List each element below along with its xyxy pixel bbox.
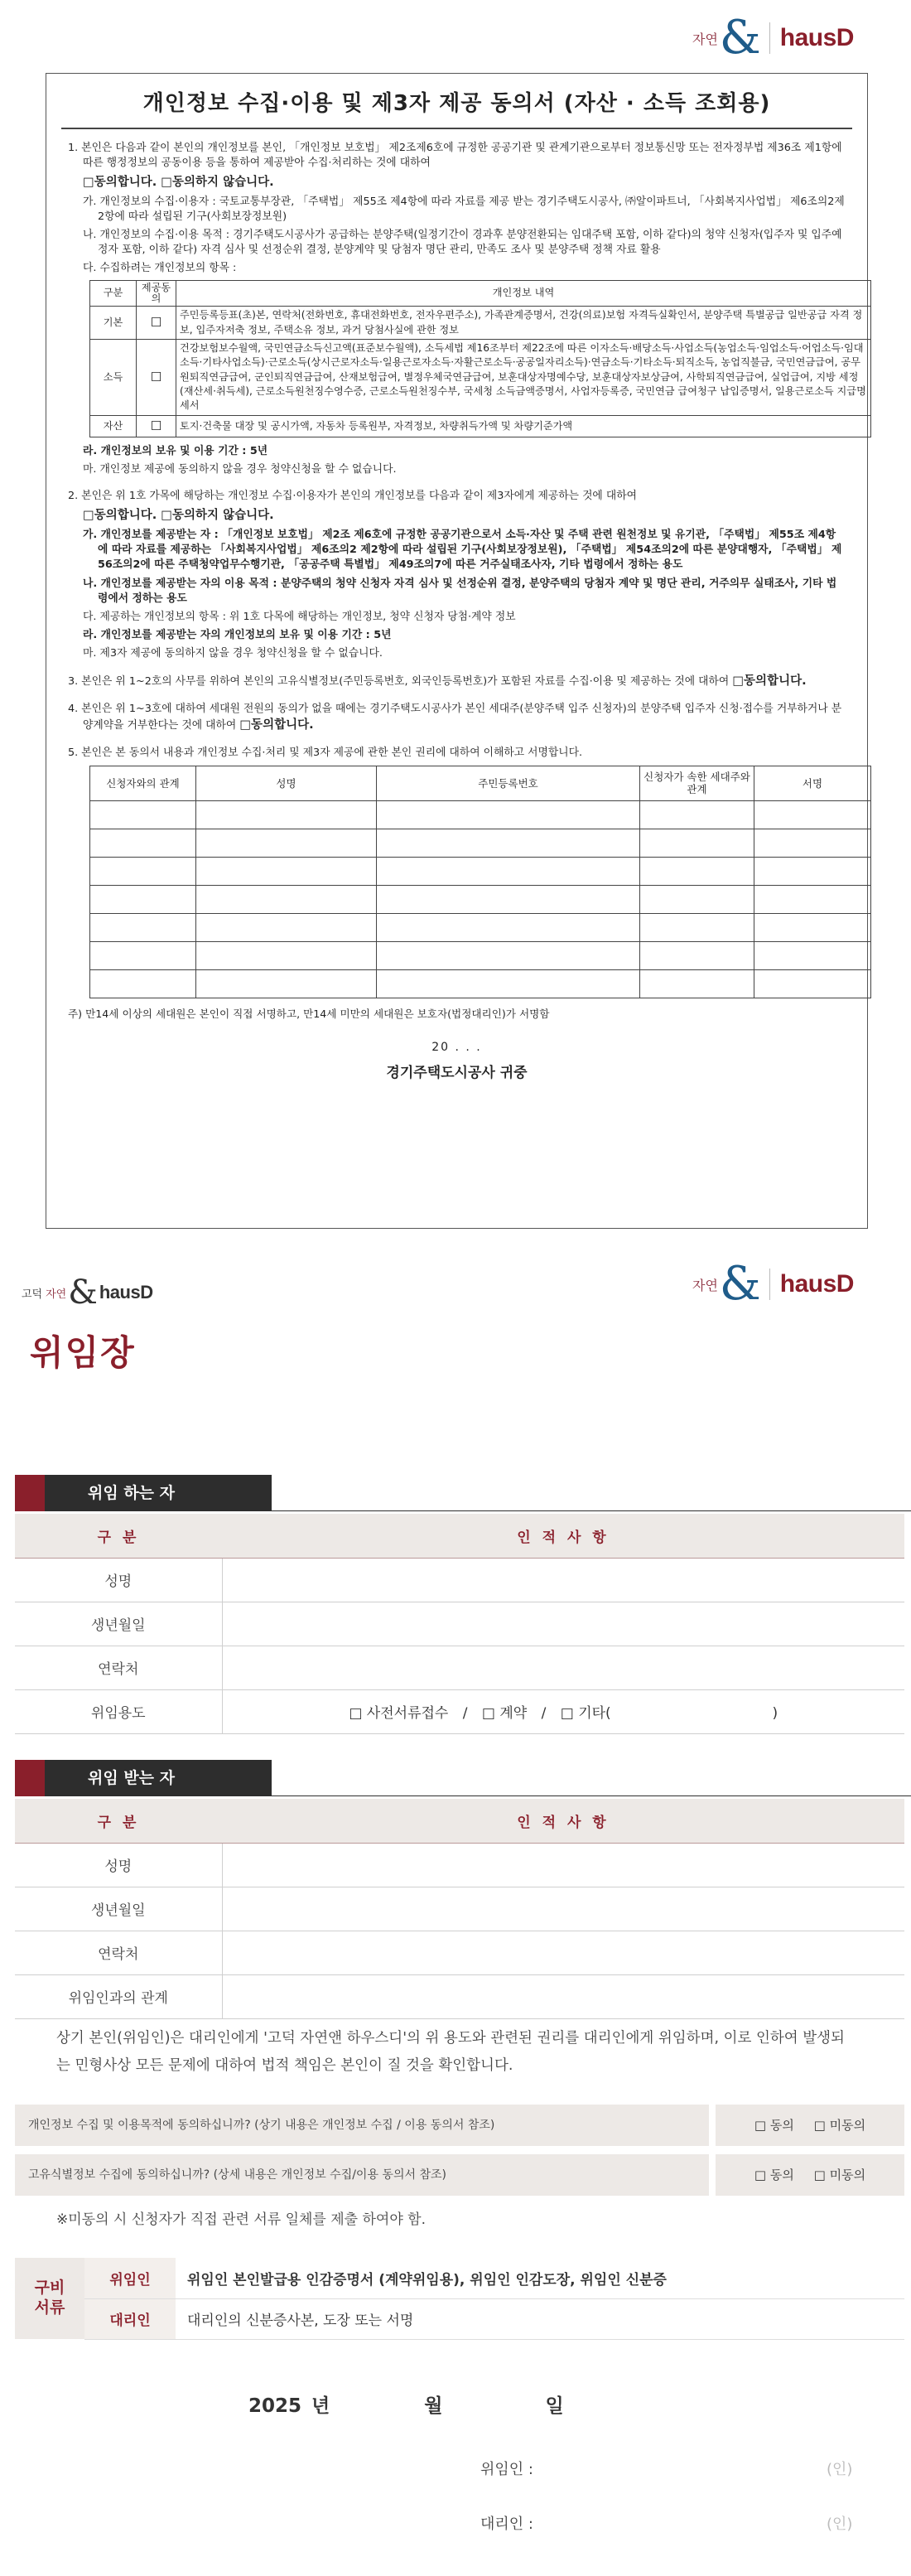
table-row — [15, 1887, 904, 1931]
sign-head-id: 주민등록번호 — [377, 766, 640, 800]
consent-document — [46, 73, 868, 1229]
disagree-note: ※미동의 시 신청자가 직접 관련 서류 일체를 제출 하여야 함. — [56, 2211, 426, 2228]
table-row[interactable] — [90, 800, 871, 829]
logo-jayeon: 자연 — [692, 1277, 718, 1293]
brand-logo-right — [692, 1257, 854, 1311]
receiver-table — [15, 1799, 904, 2019]
consent-1-da: 다. 수집하려는 개인정보의 항목 : — [83, 262, 237, 275]
docs-role-agent: 대리인 — [84, 2298, 176, 2339]
date-year: 2025 년 — [248, 2395, 330, 2417]
docs-text-agent: 대리인의 신분증사본, 도장 또는 서명 — [176, 2298, 904, 2339]
power-of-attorney — [0, 1257, 911, 2576]
giver-contact-field[interactable] — [222, 1646, 904, 1689]
signature-table — [89, 766, 871, 998]
docs-text-giver: 위임인 본인발급용 인감증명서 (계약위임용), 위임인 인감도장, 위임인 신분증 — [176, 2258, 904, 2298]
table-row — [15, 1602, 904, 1646]
table-row — [15, 1931, 904, 1974]
table-row — [15, 2258, 904, 2298]
purpose-option-contract[interactable]: □ 계약 — [481, 1705, 528, 1722]
row-detail: 토지·건축물 대장 및 공시가액, 자동차 등록원부, 자격정보, 차량취득가액 및 차량기준가액 — [176, 415, 871, 437]
items-head-kind: 구분 — [90, 280, 137, 307]
seal-mark: (인) — [827, 2516, 853, 2533]
logo-ampersand: & — [68, 1274, 98, 1312]
giver-name-label: 성명 — [15, 1558, 222, 1602]
logo-jayeon: 자연 — [692, 31, 718, 47]
godeok-logo — [22, 1274, 153, 1312]
consent-choice-1[interactable]: □동의합니다. □동의하지 않습니다. — [83, 176, 274, 190]
receiver-col-kind: 구 분 — [15, 1799, 222, 1843]
table-row — [15, 1843, 904, 1887]
table-row — [15, 1974, 904, 2018]
required-documents — [15, 2258, 904, 2340]
sign-head-signature: 서명 — [754, 766, 871, 800]
docs-label: 구비 서류 — [15, 2258, 84, 2339]
signature-note: 주) 만14세 이상의 세대원은 본인이 직접 서명하고, 만14세 미만의 세대원은 보호자(법정대리인)가 서명함 — [68, 1007, 550, 1020]
table-row — [90, 307, 871, 340]
consent-2-ga: 가. 개인정보를 제공받는 자 : 「개인정보 보호법」 제2조 제6호에 규정한 공공기관으로서 소득·자산 및 주택 관련 원천정보 및 유기관, 「주택법」 제55조 제4항에 따라 자료를 제공하는 「사회복지사업법」 제6조의2 제2항에 따라 설립된 기구(사회보장정보원), 「주택법」 제54조의2에 따른 분양대행자, 「주택법」 제56조의2에 따른 주택청약업무수행기관, 「공공주택 특별법」 제49조의7에 따른 거주실태조사자, 기타 법령에서 정하는 용도 — [83, 529, 842, 572]
question-text: 고유식별정보 수집에 동의하십니까? (상세 내용은 개인정보 수집/이용 동의서 참조) — [15, 2154, 709, 2196]
consent-1-ra: 라. 개인정보의 보유 및 이용 기간 : 5년 — [83, 445, 268, 458]
table-row[interactable] — [90, 885, 871, 913]
consent-1-ma: 마. 개인정보 제공에 동의하지 않을 경우 청약신청을 할 수 없습니다. — [83, 463, 397, 476]
consent-2-ma: 마. 제3자 제공에 동의하지 않을 경우 청약신청을 할 수 없습니다. — [83, 647, 383, 660]
giver-purpose-options — [222, 1689, 904, 1733]
logo-divider — [769, 22, 770, 54]
sign-head-name: 성명 — [196, 766, 377, 800]
row-detail: 주민등록등표(초)본, 연락처(전화번호, 휴대전화번호, 전자우편주소), 가족관계증명서, 건강(의료)보험 자격득실확인서, 분양주택 특별공급 일반공급 자격 정보, 입주자저축 정보, 주택소유 정보, 과거 당첨사실에 관한 정보 — [176, 307, 871, 340]
receiver-contact-field[interactable] — [222, 1931, 904, 1974]
table-row[interactable] — [90, 913, 871, 941]
consent-para-4 — [68, 702, 846, 734]
table-row — [90, 415, 871, 437]
seal-mark: (인) — [827, 2461, 853, 2478]
receiver-name-field[interactable] — [222, 1843, 904, 1887]
row-label: 소득 — [90, 340, 137, 416]
giver-col-kind: 구 분 — [15, 1514, 222, 1558]
consent-1-ga: 가. 개인정보의 수집·이용자 : 국토교통부장관, 「주택법」 제55조 제4항에 따라 자료를 제공 받는 경기주택도시공사, ㈜알이파트너, 「사회복지사업법」 제6조의2제2항에 따라 설립된 기구(사회보장정보원) — [83, 195, 845, 223]
table-row — [90, 340, 871, 416]
table-row — [15, 1558, 904, 1602]
giver-signature[interactable] — [480, 2458, 853, 2479]
giver-sign-label: 위임인 : — [480, 2461, 533, 2478]
giver-contact-label: 연락처 — [15, 1646, 222, 1689]
agree-checkbox[interactable]: □ 동의 — [754, 2168, 794, 2182]
logo-hausd: hausD — [99, 1282, 153, 1302]
consent-para-4-text: 4. 본인은 위 1~3호에 대하여 세대원 전원의 동의가 없을 때에는 경기주택도시공사가 본인 세대주(분양주택 입주 신청자)의 분양주택 입주자 신청·접수를 거부하거나 분양계약을 거부한다는 것에 대하여 — [68, 702, 842, 732]
giver-name-field[interactable] — [222, 1558, 904, 1602]
receiver-birth-field[interactable] — [222, 1887, 904, 1931]
consent-2-na: 나. 개인정보를 제공받는 자의 이용 목적 : 분양주택의 청약 신청자 자격 심사 및 선정순위 결정, 분양주택의 당첨자 계약 및 명단 관리, 거주의무 실태조사, 기타 법령에서 정하는 용도 — [83, 577, 837, 605]
top-logo — [692, 11, 854, 65]
date-day: 일 — [545, 2395, 564, 2417]
logo-ampersand: & — [719, 11, 761, 65]
giver-band: 위임 하는 자 — [15, 1475, 272, 1511]
items-head-detail: 개인정보 내역 — [176, 280, 871, 307]
table-row — [15, 1689, 904, 1733]
row-checkbox[interactable]: ☐ — [137, 415, 176, 437]
logo-divider — [769, 1269, 770, 1300]
consent-date[interactable]: 20 . . . — [431, 1040, 482, 1054]
table-row[interactable] — [90, 969, 871, 998]
receiver-birth-label: 생년월일 — [15, 1887, 222, 1931]
logo-hausd: hausD — [779, 1270, 854, 1298]
consent-question-personal — [15, 2105, 904, 2146]
row-detail: 건강보험보수월액, 국민연금소득신고액(표준보수월액), 소득세법 제16조부터 제22조에 따른 이자소득·배당소득·사업소득(농업소득·임업소득·어업소득·임대소득·기타사업소득)·근로소득(상시근로자소득·일용근로자소득·자활근로소득·공공일자리소득)·연금소득·기타소득·퇴직소득, 농업직불금, 국민연금급여, 공무원퇴직연금급여, 군인퇴직연금급여, 산재보험급여, 별정우체국연금급여, 보훈대상자명예수당, 보훈대상자보상금여, 사학퇴직연금급여, 실업급여, 지방 세정(재산세·취득세), 근로소득원천징수영수증, 근로소득원천징수부, 국세청 소득금액증명서, 사업자등록증, 국민연금 급여청구 납입증명서, 일용근로소득 지급명세서 — [176, 340, 871, 416]
purpose-separator: / — [541, 1705, 547, 1722]
logo-hausd: hausD — [779, 24, 854, 51]
giver-purpose-label: 위임용도 — [15, 1689, 222, 1733]
receiver-relation-field[interactable] — [222, 1974, 904, 2018]
delegation-statement: 상기 본인(위임인)은 대리인에게 '고덕 자연앤 하우스디'의 위 용도와 관련된 권리를 대리인에게 위임하며, 이로 인하여 발생되는 민형사상 모든 문제에 대하여 법적 책임은 본인이 질 것을 확인합니다. — [56, 2030, 845, 2075]
page-title: 위임장 — [30, 1332, 136, 1373]
answer-options — [716, 2154, 904, 2196]
items-head-consent: 제공동의 — [137, 280, 176, 307]
consent-choice-4[interactable]: □동의합니다. — [239, 718, 314, 732]
giver-col-info: 인 적 사 항 — [222, 1514, 904, 1558]
logo-ampersand: & — [719, 1257, 761, 1311]
consent-question-unique-id — [15, 2154, 904, 2196]
giver-birth-field[interactable] — [222, 1602, 904, 1646]
consent-para-5: 5. 본인은 본 동의서 내용과 개인정보 수집·처리 및 제3자 제공에 관한 본인 권리에 대하여 이해하고 서명합니다. — [68, 746, 583, 759]
logo-godeok: 고덕 — [22, 1288, 43, 1301]
purpose-option-other[interactable]: □ 기타( — [560, 1705, 611, 1722]
docs-role-giver: 위임인 — [84, 2258, 176, 2298]
receiver-name-label: 성명 — [15, 1843, 222, 1887]
agent-sign-label: 대리인 : — [480, 2516, 533, 2533]
consent-1-na: 나. 개인정보의 수집·이용 목적 : 경기주택도시공사가 공급하는 분양주택(일정기간이 경과후 분양전환되는 임대주택 포함, 이하 같다)의 청약 신청자(입주자 및 입주예정자 포함, 이하 같다) 자격 심사 및 선정순위 결정, 분양계약 및 당첨자 명단 관리, 만족도 조사 및 분양주택 정책 자료 활용 — [83, 229, 842, 257]
receiver-col-info: 인 적 사 항 — [222, 1799, 904, 1843]
giver-birth-label: 생년월일 — [15, 1602, 222, 1646]
receiver-band: 위임 받는 자 — [15, 1760, 272, 1796]
logo-jayeon: 자연 — [46, 1288, 67, 1301]
answer-options — [716, 2105, 904, 2146]
row-checkbox[interactable]: ☐ — [137, 307, 176, 340]
consent-para-3-text: 3. 본인은 위 1~2호의 사무를 위하여 본인의 고유식별정보(주민등록번호, 외국인등록번호)가 포함된 자료를 수집·이용 및 제공하는 것에 대하여 — [68, 675, 730, 689]
row-checkbox[interactable]: ☐ — [137, 340, 176, 416]
consent-2-ra: 라. 개인정보를 제공받는 자의 개인정보의 보유 및 이용 기간 : 5년 — [83, 629, 392, 641]
consent-choice-2[interactable]: □동의합니다. □동의하지 않습니다. — [83, 509, 274, 523]
row-label: 자산 — [90, 415, 137, 437]
date-month: 월 — [424, 2395, 443, 2417]
agree-checkbox[interactable]: □ 동의 — [754, 2118, 794, 2133]
row-label: 기본 — [90, 307, 137, 340]
disagree-checkbox[interactable]: □ 미동의 — [813, 2168, 866, 2182]
consent-2-da: 다. 제공하는 개인정보의 항목 : 위 1호 다목에 해당하는 개인정보, 청약 신청자 당첨·계약 정보 — [83, 610, 516, 623]
consent-para-1: 1. 본인은 다음과 같이 본인의 개인정보를 본인, 「개인정보 보호법」 제2조제6호에 규정한 공공기관 및 관계기관으로부터 정보통신망 또는 전자정부법 제36조 제1항에 따른 행정정보의 공동이용 등을 통하여 제공받아 수집·처리하는 것에 대하여 — [68, 141, 842, 170]
table-row[interactable] — [90, 941, 871, 969]
consent-title: 개인정보 수집·이용 및 제3자 제공 동의서 (자산 · 소득 조회용) — [61, 84, 852, 129]
sign-head-relation: 신청자와의 관계 — [90, 766, 196, 800]
agent-signature[interactable] — [480, 2512, 853, 2534]
table-row — [15, 2298, 904, 2339]
receiver-relation-label: 위임인과의 관계 — [15, 1974, 222, 2018]
consent-choice-3[interactable]: □동의합니다. — [732, 674, 807, 689]
table-row[interactable] — [90, 829, 871, 857]
receiver-contact-label: 연락처 — [15, 1931, 222, 1974]
question-text: 개인정보 수집 및 이용목적에 동의하십니까? (상기 내용은 개인정보 수집 / 이용 동의서 참조) — [15, 2105, 709, 2146]
consent-addressee: 경기주택도시공사 귀중 — [386, 1064, 528, 1081]
info-items-table — [89, 280, 871, 437]
disagree-checkbox[interactable]: □ 미동의 — [813, 2118, 866, 2133]
table-row — [15, 1646, 904, 1689]
purpose-separator: / — [462, 1705, 468, 1722]
giver-table — [15, 1514, 904, 1734]
consent-para-3 — [68, 673, 846, 690]
poa-date[interactable] — [248, 2390, 564, 2418]
consent-para-2: 2. 본인은 위 1호 가목에 해당하는 개인정보 수집·이용자가 본인의 개인정보를 다음과 같이 제3자에게 제공하는 것에 대하여 — [68, 490, 637, 503]
table-row[interactable] — [90, 857, 871, 885]
purpose-option-pre-submission[interactable]: □ 사전서류접수 — [349, 1705, 449, 1722]
purpose-other-close: ) — [772, 1705, 778, 1722]
sign-head-household: 신청자가 속한 세대주와 관계 — [640, 766, 754, 800]
